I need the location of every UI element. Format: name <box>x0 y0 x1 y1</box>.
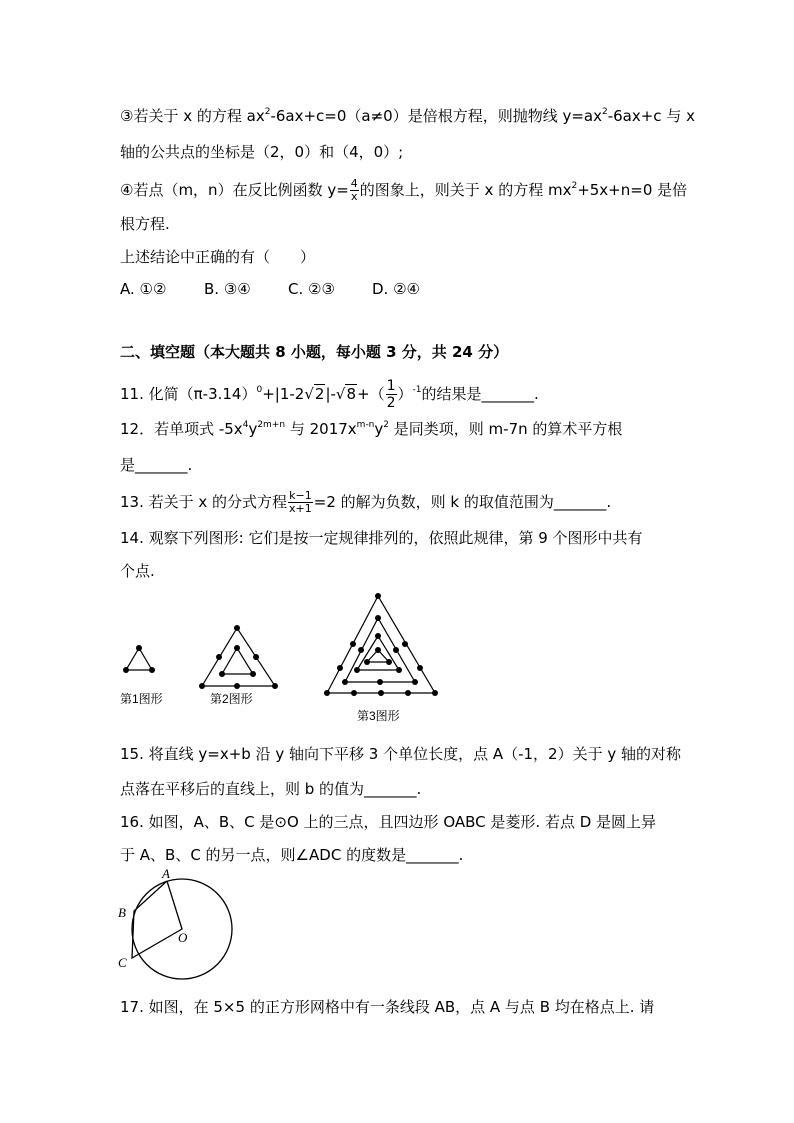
q14-pattern-figure <box>115 588 455 728</box>
q10-item3-line1: ③若关于 x 的方程 $ax^2-6ax+c=0(a\ne 0)$是倍根方程，则抛物线 $y=ax^2-6ax+c$ 与 x <box>120 107 695 125</box>
option-b: B. ③④ <box>204 280 251 298</box>
q11: 11. 化简$(\pi-3.14)^0+|1-2√2|-√8+$（ $\frac{1}{2}$ ）$^{-1}$的结果是_______. <box>120 378 539 411</box>
q10-options <box>120 279 420 299</box>
q15-line2: 点落在平移后的直线上，则 b 的值为_______. <box>120 780 422 798</box>
label-O: O <box>178 930 188 945</box>
label-B: B <box>118 905 126 920</box>
q16-line1: 16. 如图，A、B、C 是⊙O 上的三点，且四边形 OABC 是菱形. 若点 D 是圆上异 <box>120 813 657 831</box>
section-2-title: 二、填空题（本大题共 8 小题，每小题 3 分，共 24 分） <box>120 343 509 361</box>
q12-line1: 12．若单项式 $-5x^4y^{2m+n}$ 与 $2017x^{m-n}y^2$ 是同类项，则 m-7n 的算术平方根 <box>120 420 623 438</box>
figure-1-label: 第1图形 <box>120 692 163 706</box>
q10-item4-line1: ④若点（m，n）在反比例函数 y= $\frac{4}{x}$ 的图象上，则关于 x 的方程 $mx^2+5x+n=0$ 是倍 <box>120 177 688 203</box>
option-d: D. ②④ <box>372 280 420 298</box>
figure-3-label: 第3图形 <box>357 709 400 723</box>
q12-line2: 是_______. <box>120 456 193 474</box>
q13: 13. 若关于 x 的分式方程 $\frac{k-1}{x+1}$ =2 的解为负数，则 k 的取值范围为_______. <box>120 489 612 515</box>
option-c: C. ②③ <box>288 280 335 298</box>
fraction-k-minus-1-over-x-plus-1: $\frac{k-1}{x+1}$ <box>289 489 312 515</box>
q14-line1: 14. 观察下列图形: 它们是按一定规律排列的，依照此规律，第 9 个图形中共有 <box>120 529 643 547</box>
q15-line1: 15. 将直线 y=x+b 沿 y 轴向下平移 3 个单位长度，点 A（-1，2）关于 y 轴的对称 <box>120 745 682 763</box>
q16-circle-figure <box>112 866 237 986</box>
fraction-1-over-2: $\frac{1}{2}$ <box>386 378 396 411</box>
q14-line2: 个点. <box>120 562 155 580</box>
label-C: C <box>118 955 127 970</box>
q10-item3-line2: 轴的公共点的坐标是（2，0）和（4，0）; <box>120 143 404 161</box>
option-a: A. ①② <box>120 280 167 298</box>
q17-line1: 17. 如图，在 5×5 的正方形网格中有一条线段 AB，点 A 与点 B 均在格点上. 请 <box>120 998 655 1016</box>
figure-2-label: 第2图形 <box>210 692 253 706</box>
q16-line2: 于 A、B、C 的另一点，则∠ADC 的度数是_______. <box>120 846 464 864</box>
q10-prompt: 上述结论中正确的有（ ） <box>120 248 316 266</box>
q10-item4-line2: 根方程. <box>120 215 170 233</box>
label-A: A <box>162 866 170 881</box>
fraction-4-over-x: $\frac{4}{x}$ <box>350 177 358 203</box>
